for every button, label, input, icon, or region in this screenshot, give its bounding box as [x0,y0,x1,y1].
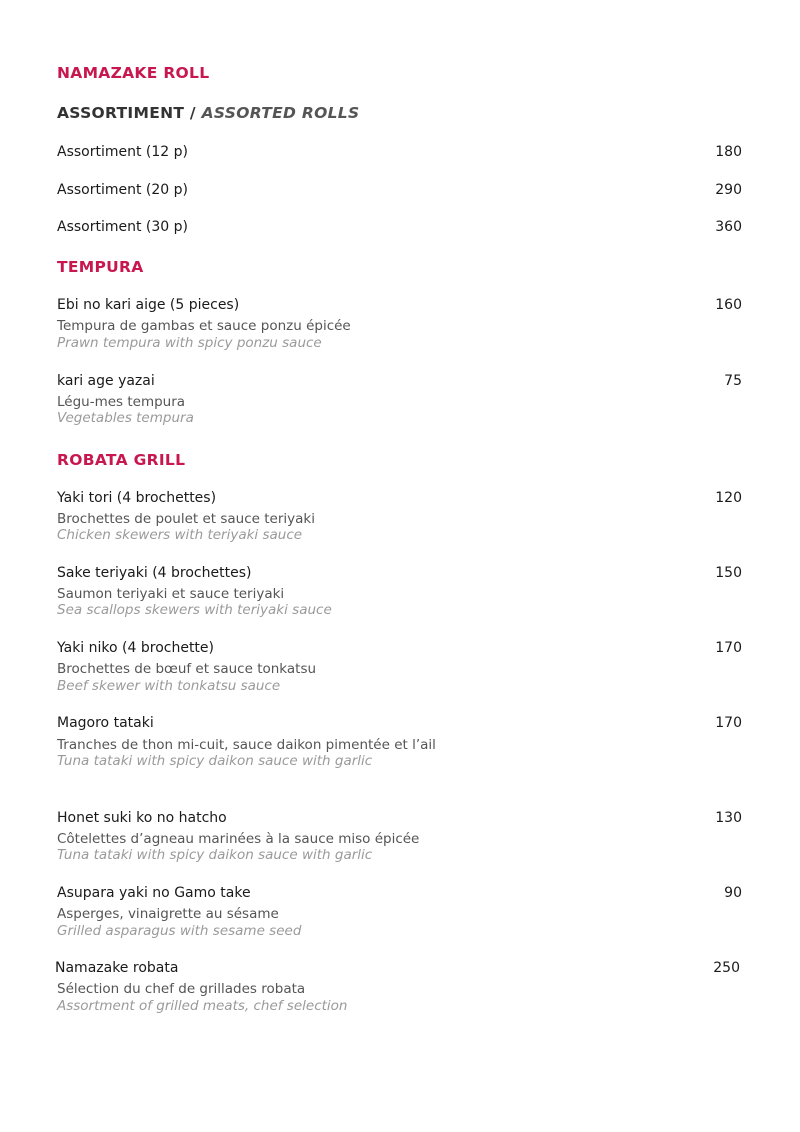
menu-item-description-en: Sea scallops skewers with teriyaki sauce [57,602,332,618]
menu-item-description-en: Tuna tataki with spicy daikon sauce with garlic [57,847,373,863]
section-title-robata-grill: ROBATA GRILL [57,451,186,469]
menu-item-price: 180 [715,144,742,160]
menu-item-name: Magoro tataki [57,715,154,731]
menu-item-description-fr: Brochettes de poulet et sauce teriyaki [57,511,315,527]
menu-item-price: 130 [715,810,742,826]
section-title-tempura: TEMPURA [57,258,144,276]
menu-item-name: Asupara yaki no Gamo take [57,885,251,901]
menu-item-price: 150 [715,565,742,581]
menu-item-price: 90 [724,885,742,901]
menu-item-description-fr: Sélection du chef de grillades robata [57,981,306,997]
menu-item-description-en: Grilled asparagus with sesame seed [57,923,302,939]
menu-item-description-en: Chicken skewers with teriyaki sauce [57,527,303,543]
menu-item-description-en: Assortment of grilled meats, chef selection [57,998,348,1014]
menu-item-description-en: Beef skewer with tonkatsu sauce [57,678,281,694]
menu-item-description-fr: Légu-mes tempura [57,394,186,410]
menu-item-description-fr: Asperges, vinaigrette au sésame [57,906,279,922]
menu-item-name: Honet suki ko no hatcho [57,810,227,826]
menu-item-price: 160 [715,297,742,313]
menu-item-price: 290 [715,182,742,198]
menu-item-price: 170 [715,640,742,656]
menu-item-price: 75 [724,373,742,389]
menu-item-price: 170 [715,715,742,731]
menu-item-description-fr: Tranches de thon mi-cuit, sauce daikon pimentée et l’ail [57,737,436,753]
menu-item-name: kari age yazai [57,373,155,389]
menu-item-description-fr: Saumon teriyaki et sauce teriyaki [57,586,285,602]
menu-item-description-en: Prawn tempura with spicy ponzu sauce [57,335,322,351]
subtitle-en: ASSORTED ROLLS [201,104,360,122]
menu-item-name: Yaki tori (4 brochettes) [57,490,217,506]
menu-item-description-en: Tuna tataki with spicy daikon sauce with garlic [57,753,373,769]
menu-item-name: Assortiment (30 p) [57,219,189,235]
subtitle-assortiment [57,104,359,122]
menu-item-name: Assortiment (12 p) [57,144,189,160]
menu-item-description-fr: Côtelettes d’agneau marinées à la sauce miso épicée [57,831,420,847]
menu-item-price: 120 [715,490,742,506]
menu-item-price: 250 [713,960,740,976]
section-title-namazake-roll: NAMAZAKE ROLL [57,64,210,82]
menu-item-name: Namazake robata [55,960,179,976]
menu-item-name: Ebi no kari aige (5 pieces) [57,297,240,313]
subtitle-fr: ASSORTIMENT / [57,104,202,122]
menu-item-description-fr: Brochettes de bœuf et sauce tonkatsu [57,661,317,677]
menu-item-name: Yaki niko (4 brochette) [57,640,214,656]
menu-item-price: 360 [715,219,742,235]
menu-item-description-fr: Tempura de gambas et sauce ponzu épicée [57,318,351,334]
menu-item-name: Sake teriyaki (4 brochettes) [57,565,252,581]
menu-item-description-en: Vegetables tempura [57,410,194,426]
menu-item-name: Assortiment (20 p) [57,182,189,198]
